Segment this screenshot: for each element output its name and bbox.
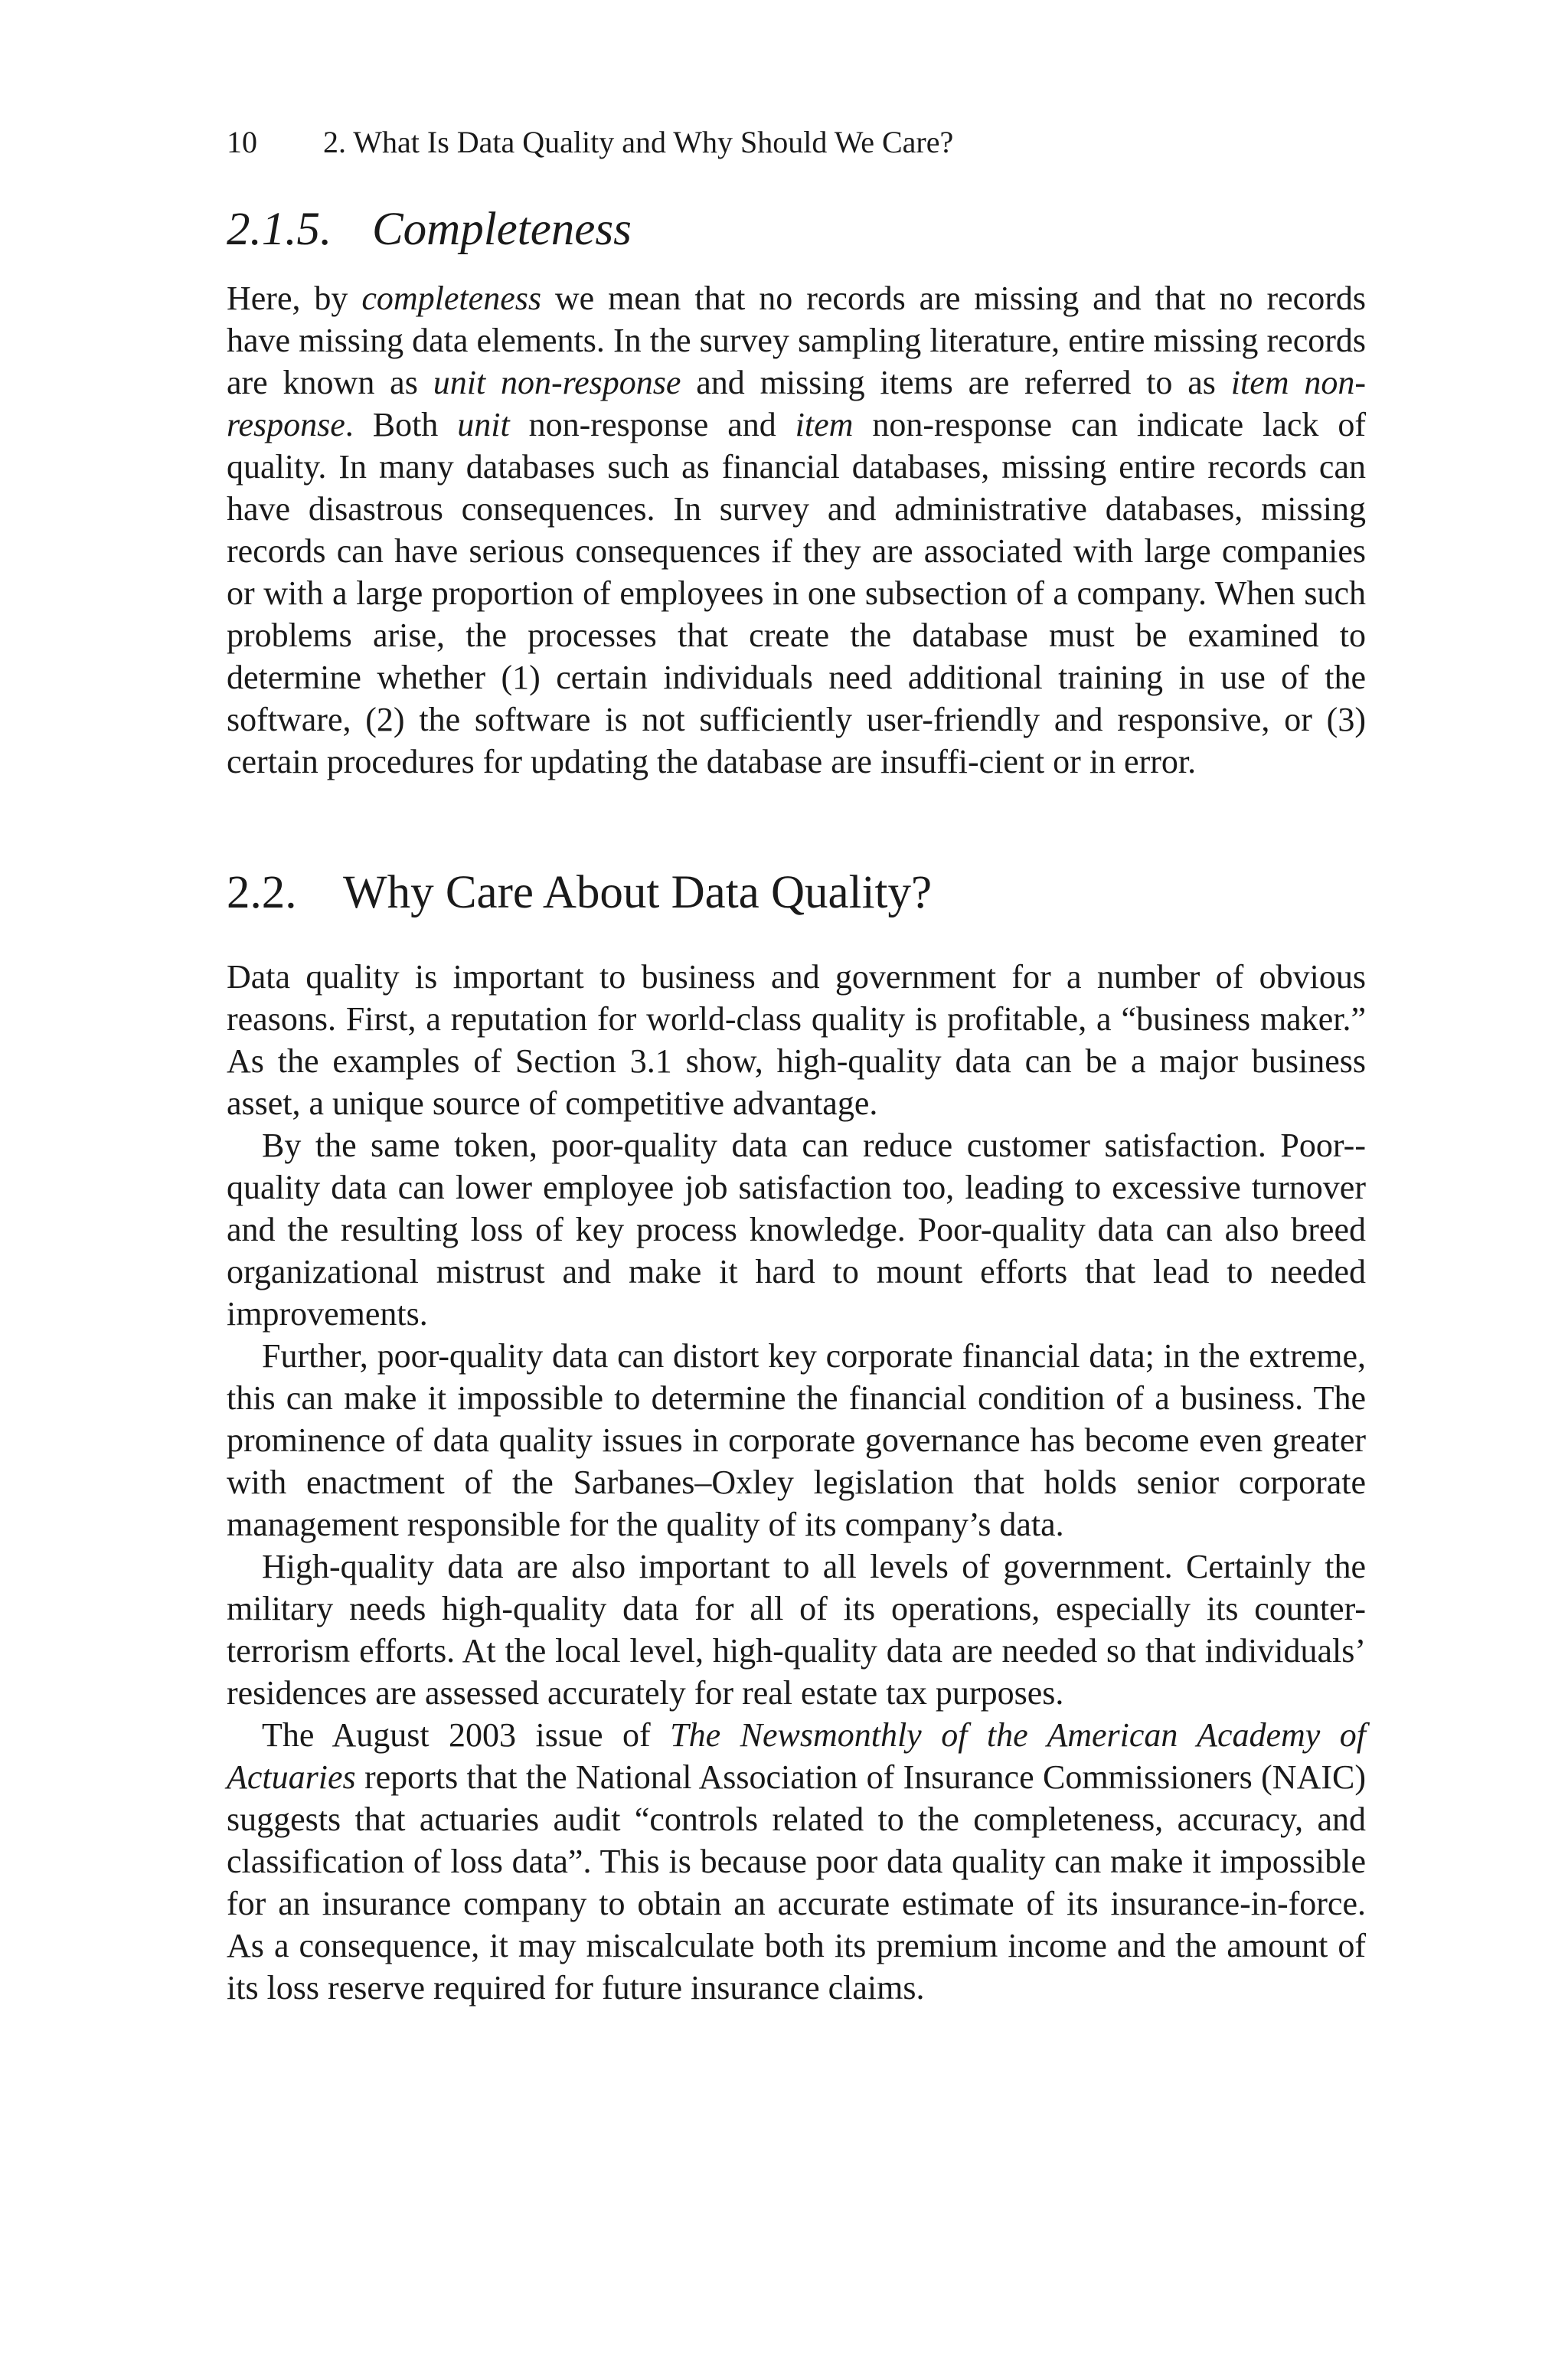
term-unit-non-response: unit non-response xyxy=(433,364,681,401)
paragraph-1: Data quality is important to business and government for a number of obvious reasons. First, a reputation for world-class quality is profitable, a “business maker.” As the examples of Section 3.1 show, high-quality data can be a major business asset, a unique source of competitive advantage. xyxy=(227,958,1366,1122)
page-number: 10 xyxy=(227,125,257,159)
body-text xyxy=(227,201,1366,2009)
chapter-title: 2. What Is Data Quality and Why Should We Care? xyxy=(323,125,954,159)
subsection-heading xyxy=(227,201,1366,259)
term-completeness: completeness xyxy=(361,280,541,317)
paragraph-4: High-quality data are also important to all levels of government. Certainly the military needs high-quality data for all of its operations, especially its counter-terrorism efforts. At the local level, high-quality data are needed so that individuals’ residences are assessed accurately for real estate tax purposes. xyxy=(227,1548,1366,1712)
subsection-number: 2.1.5. xyxy=(227,204,332,255)
section-title: Why Care About Data Quality? xyxy=(343,867,933,918)
journal-title: The Newsmonthly of the American Academy of Actuaries xyxy=(227,1716,1367,1796)
running-head xyxy=(227,123,953,162)
paragraph-2: By the same token, poor-quality data can reduce customer satisfaction. Poor-quality data can lower employee job satisfaction too, leading to excessive turnover and the resulting loss of key process knowledge. Poor-quality data can also breed organizational mistrust and make it hard to mount efforts that lead to needed improvements. xyxy=(227,1127,1366,1333)
subsection-title: Completeness xyxy=(372,204,632,255)
section-heading xyxy=(227,862,1366,924)
paragraph-5: The August 2003 issue of The Newsmonthly of the American Academy of Actuaries reports that the National Association of Insurance Commissioners (NAIC) suggests that actuaries audit “controls related to the completeness, accuracy, and classification of loss data”. This is because poor data quality can make it impossible for an insurance company to obtain an accurate estimate of its insurance-in-force. As a consequence, it may miscalculate both its premium income and the amount of its loss reserve required for future insurance claims. xyxy=(227,1716,1367,2007)
term-unit: unit xyxy=(457,406,510,443)
completeness-paragraph: Here, by completeness we mean that no records are missing and that no records have missing data elements. In the survey sampling literature, entire missing records are known as unit non-response and missing items are referred to as item non-response. Both unit non-response and item non-response can indicate lack of quality. In many databases such as financial databases, missing entire records can have disastrous consequences. In survey and administrative databases, missing records can have serious consequences if they are associated with large companies or with a large proportion of employees in one subsection of a company. When such problems arise, the processes that create the database must be examined to determine whether (1) certain individuals need additional training in use of the software, (2) the software is not sufficiently user-friendly and responsive, or (3) certain procedures for updating the database are insuffi-cient or in error. xyxy=(227,280,1367,780)
term-item-non-response: item non-response xyxy=(227,364,1367,443)
section-number: 2.2. xyxy=(227,867,297,918)
term-item: item xyxy=(795,406,854,443)
paragraph-3: Further, poor-quality data can distort key corporate financial data; in the extreme, this can make it impossible to determine the financial condition of a business. The prominence of data quality issues in corporate governance has become even greater with enactment of the Sarbanes–Oxley legislation that holds senior corporate management responsible for the quality of its company’s data. xyxy=(227,1337,1366,1543)
